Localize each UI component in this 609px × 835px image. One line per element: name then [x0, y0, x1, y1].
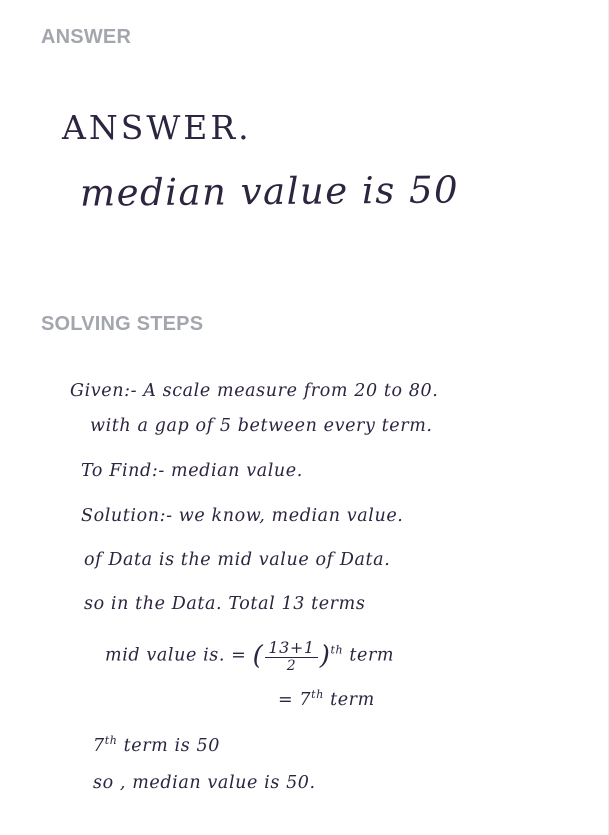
- handwritten-answer-label: ANSWER.: [62, 108, 252, 147]
- seventh-term-superscript: th: [311, 688, 324, 701]
- term-value-superscript: th: [104, 734, 118, 747]
- step-line-formula: [105, 638, 394, 674]
- answer-heading: ANSWER: [41, 26, 132, 48]
- formula-superscript: th: [330, 643, 344, 657]
- step-line-to-find: To Find:- median value.: [81, 461, 303, 481]
- step-line-term-value: [93, 734, 220, 756]
- step-line-given: Given:- A scale measure from 20 to 80.: [70, 381, 439, 401]
- term-value-suffix: term is 50: [123, 735, 220, 756]
- fraction-numerator: 13+1: [265, 638, 317, 658]
- step-line-seventh-term: [278, 688, 375, 710]
- right-paren: ): [319, 641, 331, 671]
- step-line-conclusion: so , median value is 50.: [93, 773, 316, 793]
- step-line-total-terms: so in the Data. Total 13 terms: [84, 594, 366, 614]
- seventh-term-suffix: term: [330, 689, 375, 710]
- fraction: [265, 638, 317, 674]
- formula-prefix: mid value is. =: [105, 645, 247, 666]
- left-paren: (: [252, 641, 264, 671]
- solving-steps-heading: SOLVING STEPS: [41, 313, 204, 335]
- handwritten-answer-text: median value is 50: [79, 168, 460, 215]
- term-value-prefix: 7: [93, 735, 105, 756]
- seventh-term-prefix: = 7: [278, 689, 312, 710]
- fraction-denominator: 2: [286, 658, 297, 674]
- step-line-gap: with a gap of 5 between every term.: [90, 416, 433, 436]
- formula-suffix: term: [349, 645, 395, 666]
- step-line-definition: of Data is the mid value of Data.: [84, 550, 391, 570]
- step-line-solution: Solution:- we know, median value.: [81, 506, 404, 526]
